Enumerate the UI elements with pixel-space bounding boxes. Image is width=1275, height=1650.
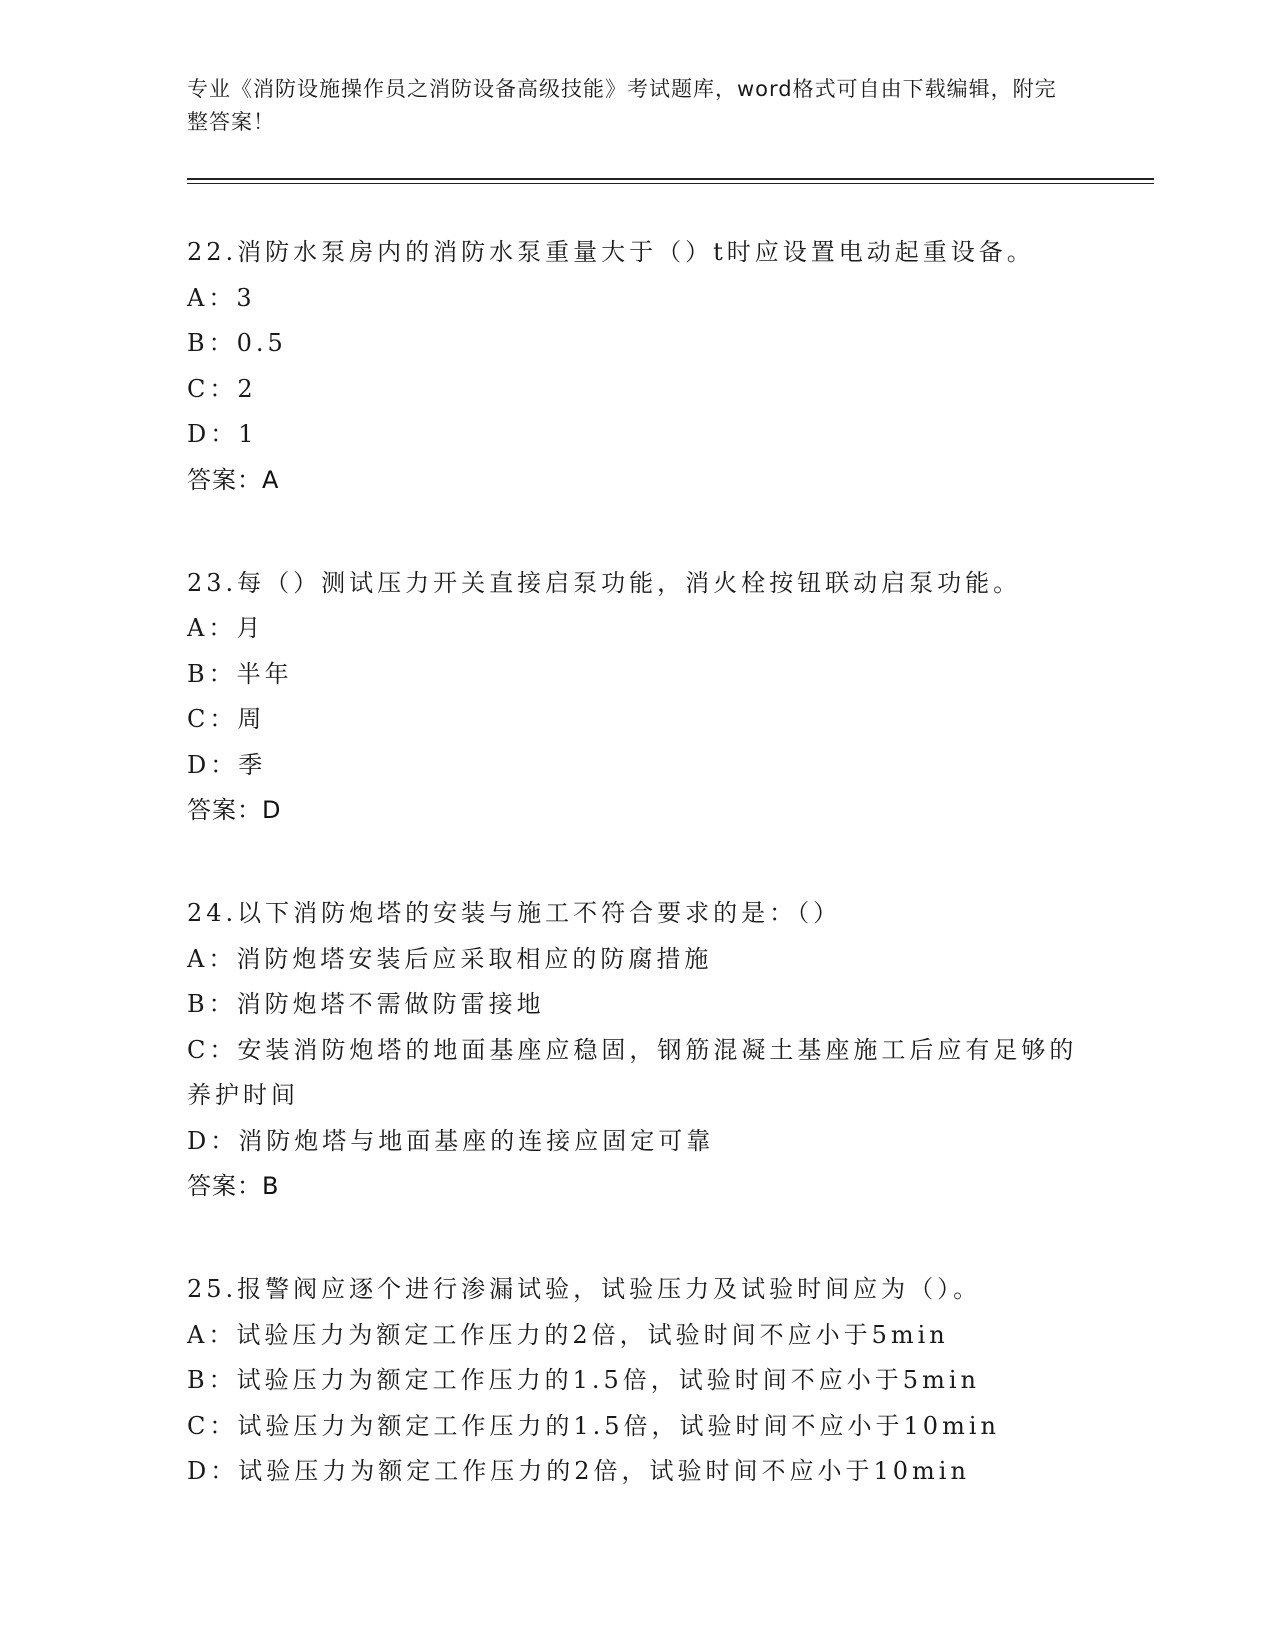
option-a: A：3	[187, 283, 256, 312]
option-a: A：月	[187, 614, 265, 642]
question-22	[187, 230, 1087, 503]
answer: 答案：D	[187, 796, 282, 824]
answer: 答案：A	[187, 465, 280, 494]
option-a: A：消防炮塔安装后应采取相应的防腐措施	[187, 944, 713, 973]
header-divider-thick	[187, 178, 1154, 180]
option-b: B：0.5	[187, 329, 287, 357]
question-stem: 22.消防水泵房内的消防水泵重量大于（）t时应设置电动起重设备。	[187, 238, 1035, 266]
option-b: B：半年	[187, 659, 293, 688]
option-c: C：试验压力为额定工作压力的1.5倍，试验时间不应小于10min	[187, 1411, 1000, 1440]
option-b: B：试验压力为额定工作压力的1.5倍，试验时间不应小于5min	[187, 1366, 980, 1394]
option-a: A：试验压力为额定工作压力的2倍，试验时间不应小于5min	[187, 1320, 949, 1349]
option-c: C：安装消防炮塔的地面基座应稳固，钢筋混凝土基座施工后应有足够的养护时间	[187, 1035, 1078, 1109]
question-25	[187, 1267, 1087, 1495]
option-b: B：消防炮塔不需做防雷接地	[187, 990, 545, 1018]
header-divider-thin	[187, 183, 1154, 184]
option-c: C：2	[187, 374, 257, 403]
question-23	[187, 561, 1087, 834]
option-c: C：周	[187, 705, 266, 733]
option-d: D：试验压力为额定工作压力的2倍，试验时间不应小于10min	[187, 1457, 970, 1485]
question-list	[187, 230, 1087, 1553]
answer: 答案：B	[187, 1172, 280, 1200]
option-d: D：消防炮塔与地面基座的连接应固定可靠	[187, 1126, 715, 1155]
option-d: D：1	[187, 420, 258, 448]
question-stem: 25.报警阀应逐个进行渗漏试验，试验压力及试验时间应为（）。	[187, 1275, 982, 1303]
option-d: D：季	[187, 750, 267, 779]
question-stem: 23.每（）测试压力开关直接启泵功能，消火栓按钮联动启泵功能。	[187, 568, 1022, 597]
document-header: 专业《消防设施操作员之消防设备高级技能》考试题库，word格式可自由下载编辑，附完整答案！	[187, 77, 1057, 134]
question-stem: 24.以下消防炮塔的安装与施工不符合要求的是：（）	[187, 899, 842, 927]
question-24	[187, 891, 1087, 1209]
